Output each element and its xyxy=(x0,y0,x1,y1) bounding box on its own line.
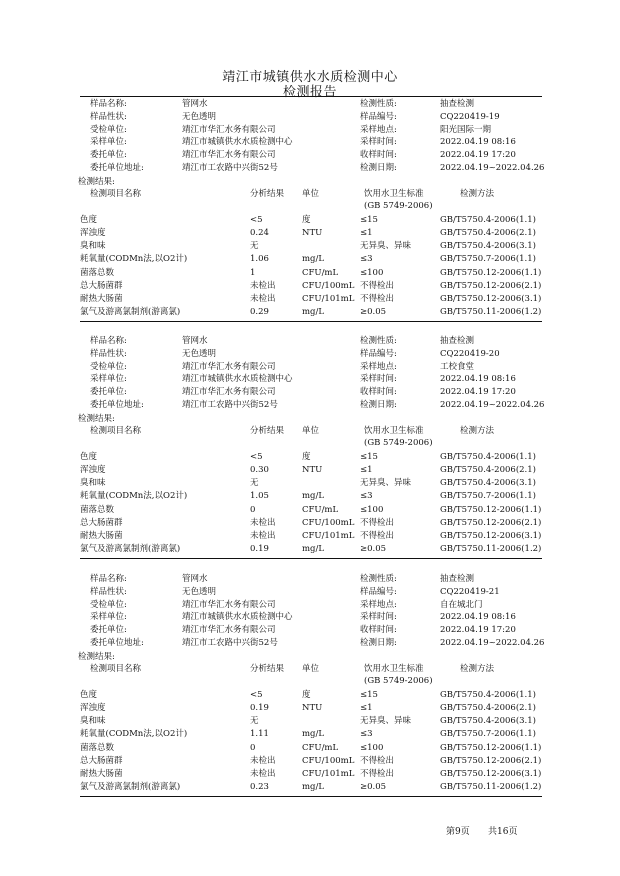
info-value-sample-time: 2022.04.19 08:16 xyxy=(440,612,516,623)
cell-method: GB/T5750.11-2006(1.2) xyxy=(440,782,542,793)
col-header-result: 分析结果 xyxy=(250,425,285,436)
cell-unit: CFU/100mL xyxy=(302,517,355,528)
cell-item: 臭和味 xyxy=(80,241,106,252)
col-header-unit: 单位 xyxy=(302,663,320,674)
cell-method: GB/T5750.12-2006(2.1) xyxy=(440,517,542,528)
cell-result: <5 xyxy=(250,214,263,225)
col-header-item: 检测项目名称 xyxy=(90,425,142,436)
cell-method: GB/T5750.12-2006(2.1) xyxy=(440,755,542,766)
info-label-sample-site: 采样地点: xyxy=(360,599,397,610)
info-label-entrust: 委托单位: xyxy=(90,387,127,398)
info-value-entrust: 靖江市华汇水务有限公司 xyxy=(182,625,276,636)
cell-method: GB/T5750.4-2006(3.1) xyxy=(440,716,536,727)
header-rule xyxy=(80,96,542,97)
cell-result: 0 xyxy=(250,504,256,515)
cell-method: GB/T5750.12-2006(3.1) xyxy=(440,531,542,541)
info-value-inspect-nature: 抽查检测 xyxy=(440,574,475,584)
cell-method: GB/T5750.7-2006(1.1) xyxy=(440,729,536,740)
cell-item: 耗氧量(CODMn法,以O2计) xyxy=(80,254,188,265)
info-label-entrust: 委托单位: xyxy=(90,625,127,636)
section-rule xyxy=(80,321,542,322)
cell-item: 菌落总数 xyxy=(80,742,115,753)
info-value-sample-no: CQ220419-21 xyxy=(440,586,500,597)
cell-method: GB/T5750.4-2006(3.1) xyxy=(440,241,536,252)
cell-method: GB/T5750.4-2006(1.1) xyxy=(440,451,536,462)
cell-result: 无 xyxy=(250,478,259,489)
cell-method: GB/T5750.12-2006(1.1) xyxy=(440,267,542,278)
cell-result: <5 xyxy=(250,451,263,462)
cell-method: GB/T5750.11-2006(1.2) xyxy=(440,544,542,555)
cell-result: 无 xyxy=(250,716,259,727)
info-label-sample-no: 样品编号: xyxy=(360,111,397,122)
cell-item: 色度 xyxy=(80,214,98,225)
cell-standard: ≤15 xyxy=(360,214,378,225)
cell-unit: 度 xyxy=(302,214,311,225)
info-label-client: 受检单位: xyxy=(90,599,127,610)
cell-method: GB/T5750.11-2006(1.2) xyxy=(440,307,542,318)
cell-method: GB/T5750.12-2006(3.1) xyxy=(440,769,542,779)
cell-standard: ≤3 xyxy=(360,729,373,740)
cell-method: GB/T5750.7-2006(1.1) xyxy=(440,254,536,265)
info-label-sample-site: 采样地点: xyxy=(360,361,397,372)
cell-standard: 不得检出 xyxy=(360,531,395,541)
col-header-item: 检测项目名称 xyxy=(90,188,142,199)
cell-item: 浑浊度 xyxy=(80,228,106,238)
cell-standard: ≤100 xyxy=(360,267,384,278)
info-value-sampler: 靖江市城镇供水水质检测中心 xyxy=(182,137,293,148)
cell-item: 色度 xyxy=(80,451,98,462)
info-value-inspect-nature: 抽查检测 xyxy=(440,99,475,109)
page-total: 共16页 xyxy=(488,827,518,837)
info-label-entrust-address: 委托单位地址: xyxy=(90,638,144,648)
cell-method: GB/T5750.12-2006(1.1) xyxy=(440,504,542,515)
cell-method: GB/T5750.12-2006(1.1) xyxy=(440,742,542,753)
info-value-sample-time: 2022.04.19 08:16 xyxy=(440,374,516,385)
cell-item: 臭和味 xyxy=(80,716,106,727)
cell-unit: mg/L xyxy=(302,307,325,318)
col-header-method: 检测方法 xyxy=(460,663,495,674)
info-label-sample-time: 采样时间: xyxy=(360,374,397,385)
report-title: 靖江市城镇供水水质检测中心 xyxy=(222,70,398,85)
cell-unit: CFU/mL xyxy=(302,267,339,278)
info-value-inspect-nature: 抽查检测 xyxy=(440,336,475,346)
cell-unit: mg/L xyxy=(302,491,325,502)
cell-standard: ≤15 xyxy=(360,689,378,700)
info-value-sample-site: 工校食堂 xyxy=(440,361,475,372)
cell-unit: CFU/mL xyxy=(302,742,339,753)
cell-method: GB/T5750.4-2006(2.1) xyxy=(440,228,536,238)
info-label-sample-name: 样品名称: xyxy=(90,99,127,109)
info-label-receive-time: 收样时间: xyxy=(360,625,397,636)
info-label-sample-no: 样品编号: xyxy=(360,586,397,597)
cell-standard: ≤100 xyxy=(360,742,384,753)
info-value-entrust: 靖江市华汇水务有限公司 xyxy=(182,387,276,398)
cell-unit: mg/L xyxy=(302,544,325,555)
cell-result: 1 xyxy=(250,267,256,278)
results-label: 检测结果: xyxy=(78,413,115,424)
cell-item: 氯气及游离氯制剂(游离氯) xyxy=(80,307,181,318)
cell-standard: 不得检出 xyxy=(360,769,395,779)
cell-result: 0.19 xyxy=(250,703,269,713)
info-value-sample-state: 无色透明 xyxy=(182,348,217,359)
cell-standard: ≥0.05 xyxy=(360,782,387,793)
cell-item: 浑浊度 xyxy=(80,465,106,475)
cell-item: 菌落总数 xyxy=(80,267,115,278)
info-value-sample-state: 无色透明 xyxy=(182,111,217,122)
info-value-client: 靖江市华汇水务有限公司 xyxy=(182,599,276,610)
cell-standard: ≤100 xyxy=(360,504,384,515)
info-label-client: 受检单位: xyxy=(90,361,127,372)
cell-method: GB/T5750.4-2006(2.1) xyxy=(440,703,536,713)
cell-unit: mg/L xyxy=(302,729,325,740)
col-header-method: 检测方法 xyxy=(460,188,495,199)
cell-item: 耐热大肠菌 xyxy=(80,531,123,541)
results-label: 检测结果: xyxy=(78,176,115,187)
info-label-sample-time: 采样时间: xyxy=(360,137,397,148)
info-value-receive-time: 2022.04.19 17:20 xyxy=(440,387,516,398)
cell-result: 0.30 xyxy=(250,465,269,475)
cell-item: 总大肠菌群 xyxy=(80,517,123,528)
cell-item: 菌落总数 xyxy=(80,504,115,515)
info-value-receive-time: 2022.04.19 17:20 xyxy=(440,150,516,161)
info-value-inspect-date: 2022.04.19~2022.04.26 xyxy=(440,400,545,410)
col-header-standard: 饮用水卫生标准 xyxy=(364,188,424,199)
cell-standard: 不得检出 xyxy=(360,755,395,766)
info-label-sample-no: 样品编号: xyxy=(360,348,397,359)
info-label-sample-name: 样品名称: xyxy=(90,574,127,584)
info-value-sample-no: CQ220419-20 xyxy=(440,348,500,359)
info-label-inspect-date: 检测日期: xyxy=(360,163,397,173)
cell-standard: ≤3 xyxy=(360,254,373,265)
cell-standard: ≤1 xyxy=(360,228,373,238)
cell-result: 1.06 xyxy=(250,254,269,265)
cell-item: 氯气及游离氯制剂(游离氯) xyxy=(80,782,181,793)
cell-result: 0 xyxy=(250,742,256,753)
info-label-sample-state: 样品性状: xyxy=(90,348,127,359)
col-header-unit: 单位 xyxy=(302,425,320,436)
cell-item: 色度 xyxy=(80,689,98,700)
cell-item: 耗氧量(CODMn法,以O2计) xyxy=(80,491,188,502)
col-header-standard-ref: (GB 5749-2006) xyxy=(364,675,433,686)
info-value-sample-name: 管网水 xyxy=(182,336,208,346)
section-rule xyxy=(80,796,542,797)
info-value-sample-name: 管网水 xyxy=(182,574,208,584)
cell-item: 耐热大肠菌 xyxy=(80,769,123,779)
cell-item: 氯气及游离氯制剂(游离氯) xyxy=(80,544,181,555)
col-header-item: 检测项目名称 xyxy=(90,663,142,674)
info-label-sampler: 采样单位: xyxy=(90,374,127,385)
info-value-entrust-address: 靖江市工农路中兴街52号 xyxy=(182,400,278,410)
info-value-entrust-address: 靖江市工农路中兴街52号 xyxy=(182,163,278,173)
info-value-sampler: 靖江市城镇供水水质检测中心 xyxy=(182,612,293,623)
cell-standard: ≤1 xyxy=(360,703,373,713)
info-label-entrust-address: 委托单位地址: xyxy=(90,400,144,410)
cell-result: 未检出 xyxy=(250,755,276,766)
cell-standard: 无异臭、异味 xyxy=(360,716,412,727)
cell-method: GB/T5750.12-2006(2.1) xyxy=(440,280,542,291)
col-header-unit: 单位 xyxy=(302,188,320,199)
cell-unit: NTU xyxy=(302,465,323,475)
cell-standard: ≥0.05 xyxy=(360,544,387,555)
col-header-standard-ref: (GB 5749-2006) xyxy=(364,200,433,211)
cell-standard: 无异臭、异味 xyxy=(360,478,412,489)
info-value-entrust: 靖江市华汇水务有限公司 xyxy=(182,150,276,161)
report-subtitle: 检测报告 xyxy=(282,85,337,100)
cell-item: 浑浊度 xyxy=(80,703,106,713)
info-label-sample-time: 采样时间: xyxy=(360,612,397,623)
cell-unit: NTU xyxy=(302,703,323,713)
cell-result: <5 xyxy=(250,689,263,700)
info-value-sample-state: 无色透明 xyxy=(182,586,217,597)
cell-item: 臭和味 xyxy=(80,478,106,489)
cell-result: 未检出 xyxy=(250,294,276,304)
col-header-standard: 饮用水卫生标准 xyxy=(364,425,424,436)
info-value-entrust-address: 靖江市工农路中兴街52号 xyxy=(182,638,278,648)
cell-unit: CFU/mL xyxy=(302,504,339,515)
section-rule xyxy=(80,558,542,559)
info-value-sampler: 靖江市城镇供水水质检测中心 xyxy=(182,374,293,385)
cell-standard: ≤1 xyxy=(360,465,373,475)
info-value-sample-site: 自在城北门 xyxy=(440,599,483,610)
col-header-standard: 饮用水卫生标准 xyxy=(364,663,424,674)
cell-method: GB/T5750.4-2006(1.1) xyxy=(440,214,536,225)
cell-result: 0.19 xyxy=(250,544,269,555)
info-value-sample-time: 2022.04.19 08:16 xyxy=(440,137,516,148)
info-label-inspect-nature: 检测性质: xyxy=(360,336,397,346)
cell-unit: CFU/101mL xyxy=(302,531,355,541)
col-header-method: 检测方法 xyxy=(460,425,495,436)
cell-unit: mg/L xyxy=(302,254,325,265)
info-label-inspect-date: 检测日期: xyxy=(360,638,397,648)
col-header-result: 分析结果 xyxy=(250,188,285,199)
cell-standard: 无异臭、异味 xyxy=(360,241,412,252)
info-value-receive-time: 2022.04.19 17:20 xyxy=(440,625,516,636)
info-label-sample-state: 样品性状: xyxy=(90,586,127,597)
cell-result: 1.05 xyxy=(250,491,269,502)
cell-result: 未检出 xyxy=(250,769,276,779)
info-label-entrust: 委托单位: xyxy=(90,150,127,161)
cell-standard: ≤3 xyxy=(360,491,373,502)
cell-item: 耐热大肠菌 xyxy=(80,294,123,304)
info-value-inspect-date: 2022.04.19~2022.04.26 xyxy=(440,638,545,648)
info-value-inspect-date: 2022.04.19~2022.04.26 xyxy=(440,163,545,173)
info-value-sample-site: 阳光国际一期 xyxy=(440,124,492,135)
cell-method: GB/T5750.12-2006(3.1) xyxy=(440,294,542,304)
cell-unit: mg/L xyxy=(302,782,325,793)
cell-standard: ≥0.05 xyxy=(360,307,387,318)
cell-unit: CFU/100mL xyxy=(302,280,355,291)
info-value-sample-name: 管网水 xyxy=(182,99,208,109)
cell-unit: 度 xyxy=(302,451,311,462)
info-label-inspect-date: 检测日期: xyxy=(360,400,397,410)
info-label-receive-time: 收样时间: xyxy=(360,150,397,161)
info-label-inspect-nature: 检测性质: xyxy=(360,99,397,109)
page-number: 第9页 xyxy=(446,827,470,837)
cell-method: GB/T5750.4-2006(2.1) xyxy=(440,465,536,475)
cell-result: 未检出 xyxy=(250,517,276,528)
cell-result: 1.11 xyxy=(250,729,269,740)
info-label-sampler: 采样单位: xyxy=(90,137,127,148)
cell-standard: 不得检出 xyxy=(360,294,395,304)
cell-standard: 不得检出 xyxy=(360,280,395,291)
info-label-sampler: 采样单位: xyxy=(90,612,127,623)
results-label: 检测结果: xyxy=(78,651,115,662)
info-label-sample-name: 样品名称: xyxy=(90,336,127,346)
cell-method: GB/T5750.7-2006(1.1) xyxy=(440,491,536,502)
cell-standard: 不得检出 xyxy=(360,517,395,528)
cell-result: 0.23 xyxy=(250,782,269,793)
info-value-client: 靖江市华汇水务有限公司 xyxy=(182,361,276,372)
info-label-inspect-nature: 检测性质: xyxy=(360,574,397,584)
col-header-standard-ref: (GB 5749-2006) xyxy=(364,437,433,448)
cell-method: GB/T5750.4-2006(3.1) xyxy=(440,478,536,489)
cell-standard: ≤15 xyxy=(360,451,378,462)
info-label-sample-site: 采样地点: xyxy=(360,124,397,135)
col-header-result: 分析结果 xyxy=(250,663,285,674)
cell-unit: CFU/100mL xyxy=(302,755,355,766)
cell-unit: CFU/101mL xyxy=(302,769,355,779)
cell-method: GB/T5750.4-2006(1.1) xyxy=(440,689,536,700)
cell-unit: CFU/101mL xyxy=(302,294,355,304)
cell-result: 0.29 xyxy=(250,307,269,318)
cell-unit: NTU xyxy=(302,228,323,238)
cell-item: 总大肠菌群 xyxy=(80,280,123,291)
info-label-client: 受检单位: xyxy=(90,124,127,135)
cell-unit: 度 xyxy=(302,689,311,700)
cell-result: 未检出 xyxy=(250,531,276,541)
info-label-sample-state: 样品性状: xyxy=(90,111,127,122)
info-value-client: 靖江市华汇水务有限公司 xyxy=(182,124,276,135)
cell-result: 未检出 xyxy=(250,280,276,291)
cell-item: 耗氧量(CODMn法,以O2计) xyxy=(80,729,188,740)
cell-result: 无 xyxy=(250,241,259,252)
info-label-entrust-address: 委托单位地址: xyxy=(90,163,144,173)
info-label-receive-time: 收样时间: xyxy=(360,387,397,398)
cell-result: 0.24 xyxy=(250,228,269,238)
info-value-sample-no: CQ220419-19 xyxy=(440,111,500,122)
cell-item: 总大肠菌群 xyxy=(80,755,123,766)
